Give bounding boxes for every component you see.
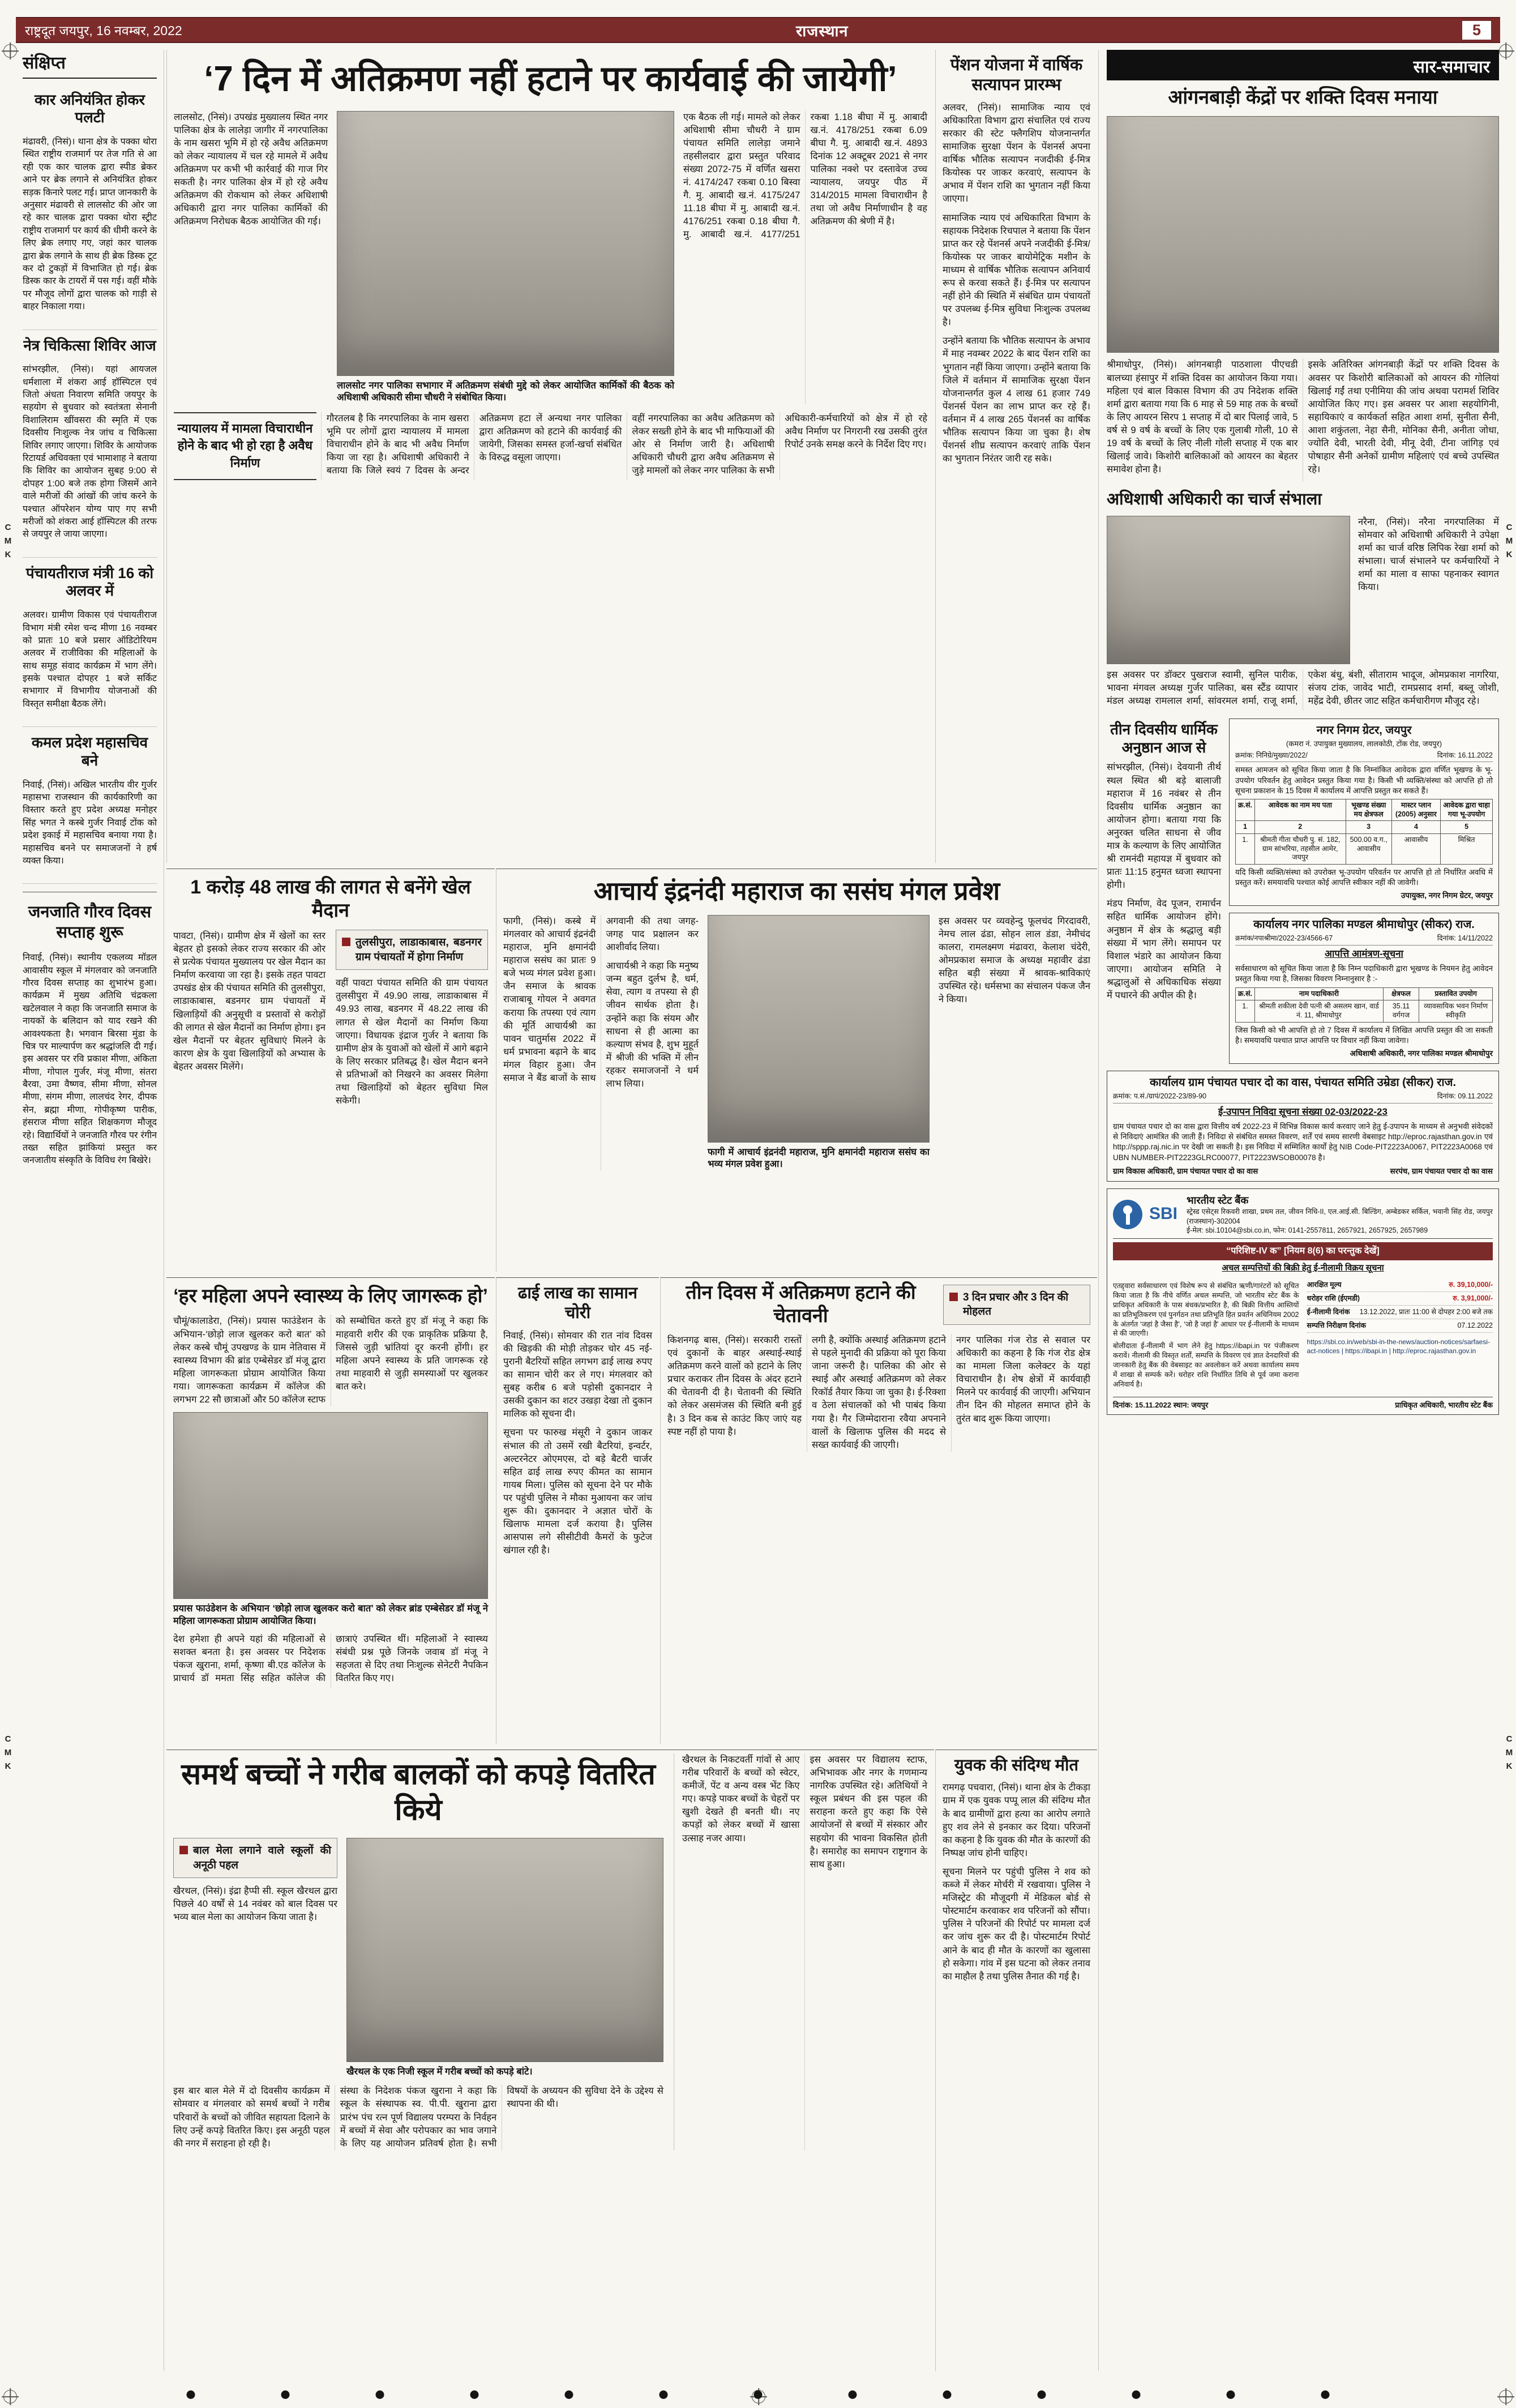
anganwadi-article xyxy=(1107,86,1499,482)
brief-title: कमल प्रदेश महासचिव बने xyxy=(31,734,148,769)
samarth-bottom xyxy=(173,2085,663,2150)
perforation-dots xyxy=(187,2390,1330,2399)
notice-title: नगर निगम ग्रेटर, जयपुर xyxy=(1316,724,1412,737)
brief-item xyxy=(23,727,157,884)
chetavani-header xyxy=(667,1281,1090,1328)
pension-body xyxy=(943,101,1090,466)
square-bullet-icon xyxy=(179,1846,188,1854)
notice-date: दिनांक: 09.11.2022 xyxy=(1437,1092,1493,1101)
notice-subtitle: (कमरा नं. उपायुक्त मुख्यालय, लालकोठी, टोंक रोड, जयपुर) xyxy=(1286,739,1442,748)
brief-title: कार अनियंत्रित होकर पलटी xyxy=(35,91,145,126)
notice-signature: उपायुक्त, नगर निगम ग्रेटर, जयपुर xyxy=(1401,891,1493,900)
mahila-caption: प्रयास फाउंडेशन के अभियान ‘छोड़ो लाज खुलकर करो बात’ को लेकर ब्रांड एम्बेसेडर डॉ मंजू ने महिला जागरूकता प्रोग्राम आयोजित किया। xyxy=(173,1603,488,1626)
table-cell: 2 xyxy=(1255,821,1346,834)
sbi-text-column xyxy=(1113,1278,1299,1392)
right-split xyxy=(1107,718,1499,1064)
paragraph: गौरतलब है कि नगरपालिका के नाम खसरा भूमि पर लोगों द्वारा न्यायालय में मामला विचाराधीन होने के बाद भी अवैध निर्माण किया जा रहा है। अधिशाषी अधिकारी ने बताया कि जिले स्वयं 7 दिवस के अन्दर अतिक्रमण हटा लें अन्यथा नगर पालिका द्वारा अतिक्रमण को हटाने की कार्यवाई की जायेगी, जिसका समस्त हर्जा-खर्चा संबंधित के विरुद्ध वसूला जाएगा। xyxy=(326,413,622,476)
paragraph: इस अवसर पर डॉक्टर पुखराज स्वामी, सुनिल पारीक, भावना मंगवल अध्यक्ष गुर्जर पालिका, बस स्टैंड व्यापार मंडल अध्यक्ष रामलाल शर्मा, सांवरमल शर्मा, राजू शर्मा, एकेश बंधु, बंशी, सीताराम भादूज, ओमप्रकाश नागरिया, संजय टांक, जावेद भाटी, रामप्रसाद शर्मा, बब्लू जोशी, महेंद्र देवी, छीतर जाट सहित कर्मचारीगण मौजूद रहे। xyxy=(1107,669,1499,706)
notice-ref-row xyxy=(1113,1092,1493,1104)
table-header-cell: क्र.सं. xyxy=(1236,987,1255,1000)
subhead-text: बाल मेला लगाने वाले स्कूलों की अनूठी पहल xyxy=(193,1844,331,1871)
notice-title: कार्यालय ग्राम पंचायत पचार दो का वास, पंचायत समिति उम्रेडा (सीकर) राज. xyxy=(1150,1076,1456,1089)
table-cell: श्रीमती शकीला देवी पत्नी श्री असलम खान, वार्ड नं. 11, श्रीमाधोपुर xyxy=(1255,1000,1384,1022)
notice-heading: आपत्ति आमंत्रण-सूचना xyxy=(1325,948,1403,960)
nagar-nigam-notice xyxy=(1229,718,1499,906)
mahila-article xyxy=(166,1277,495,1744)
briefs-header: संक्षिप्त xyxy=(23,53,157,79)
chori-article xyxy=(496,1277,659,1744)
acharya-article xyxy=(496,869,1097,1272)
paragraph: खैरथल के निकटवर्ती गांवों से आए गरीब परिवारों के बच्चों को स्वेटर, कमीजें, पेंट व अन्य वस्त्र भेंट किए गए। कपड़े पाकर बच्चों के चेहरों पर खुशी देखते ही बनती थी। नए कपड़ों को लेकर बच्चों में खासा उत्साह नजर आया। xyxy=(682,1755,800,1844)
paragraph: खैरथल, (निसं)। इंद्रा हैप्पी सी. स्कूल खैरथल द्वारा पिछले 40 वर्षों से 14 नवंबर को बाल दिवस पर भव्य बाल मेला का आयोजन किया जाता है। xyxy=(173,1886,337,1923)
footer-signature: प्राधिकृत अधिकारी, भारतीय स्टेट बैंक xyxy=(1395,1400,1493,1409)
table-cell: श्रीमती गीता चौधरी पु. सं. 182, ग्राम सांभरिया, तहसील आमेर, जयपुर xyxy=(1255,833,1346,864)
sbi-details-column xyxy=(1307,1278,1493,1392)
brief-item xyxy=(23,84,157,330)
registration-mark xyxy=(3,2390,17,2403)
auction-body: बोलीदाता ई-नीलामी में भाग लेने हेतु https://ibapi.in पर पंजीकरण करावें। नीलामी की विस्तृत शर्तों, सम्पत्ति के विवरण एवं ज्ञात देनदारियों की जानकारी हेतु बैंक की वेबसाइट का अवलोकन करें अथवा कार्यालय समय में शाखा से सम्पर्क करें। धरोहर राशि निर्धारित तिथि से पूर्व जमा कराना अनिवार्य है। xyxy=(1113,1342,1299,1388)
paragraph: फागी, (निसं)। कस्बे में मंगलवार को आचार्य इंद्रनंदी महाराज, मुनि क्षमानंदी महाराज ससंघ का प्रातः 9 बजे भव्य मंगल प्रवेश हुआ। जैन समाज के श्रावक राजाबाबू गोयल ने अवगत कराया कि तपस्या एवं त्याग की मूर्ति आचार्यश्री का पावन चातुर्मास 2022 में धर्म प्रभावना बढ़ाने के बाद मंगल विहार हुआ। जैन समाज ने बैंड बाजों के साथ अगवानी की तथा जगह-जगह पाद प्रक्षालन कर आशीर्वाद लिया। xyxy=(503,916,699,1084)
pension-title: पेंशन योजना में वार्षिक सत्यापन प्रारम्भ xyxy=(950,56,1083,95)
cmk-print-mark: C M K xyxy=(1505,1734,1513,1771)
branch-contact: ई-मेल: sbi.10104@sbi.co.in, फोन: 0141-2557811, 2657921, 2657925, 2657989 xyxy=(1187,1226,1428,1234)
charge-body-side xyxy=(1358,516,1499,664)
paragraph: वहीं नगरपालिका का अवैध अतिक्रमण को लेकर सख्ती होने के बाद भी माफियाओं की ओर से निर्माण जारी है। अधिशाषी अधिकारी चौधरी द्वारा अवैध अतिक्रमण से जुड़े मामलों को लेकर नगर पालिका के सभी अधिकारी-कर्मचारियों को क्षेत्र में हो रहे अवैध निर्माण पर निगरानी रख उसकी तुरंत रिपोर्ट उनके समक्ष करने के निर्देश दिए गए। xyxy=(632,413,927,476)
footer-date-place: दिनांक: 15.11.2022 स्थान: जयपुर xyxy=(1113,1400,1209,1409)
khel-body xyxy=(173,930,488,1113)
chetavani-article xyxy=(660,1277,1097,1744)
sbi-logo-text: SBI xyxy=(1149,1204,1178,1224)
anganwadi-title: आंगनबाड़ी केंद्रों पर शक्ति दिवस मनाया xyxy=(1168,87,1438,108)
table-header-cell: प्रस्तावित उपयोग xyxy=(1419,987,1493,1000)
detail-row xyxy=(1307,1292,1493,1306)
bank-name: भारतीय स्टेट बैंक xyxy=(1187,1195,1249,1207)
subhead-text: 3 दिन प्रचार और 3 दिन की मोहलत xyxy=(963,1291,1069,1318)
signature-right: सरपंच, ग्राम पंचायत पचार दो का वास xyxy=(1390,1166,1493,1175)
main-figure xyxy=(337,111,674,404)
chori-headline: ढाई लाख का सामान चोरी xyxy=(518,1284,637,1323)
paragraph: सामाजिक न्याय एवं अधिकारिता विभाग के सहायक निदेशक रिचपाल ने बताया कि पेंशन प्राप्त कर रहे पेंशनर्स अपने नजदीकी ई-मित्र/कियोस्क पर जाकर बायोमेट्रिक मशीन के माध्यम से वार्षिक भौतिक सत्यापन अनिवार्य रूप से करवा सकते हैं। ई-मित्र पर सत्यापन नहीं होने की स्थिति में संबंधित ग्राम पंचायतों पर उपलब्ध ई-मित्र सुविधा निःशुल्क उपलब्ध है। xyxy=(943,212,1090,328)
paragraph: संस्था के निदेशक पंकज खुराना ने कहा कि स्कूल के संस्थापक स्व. पी.पी. खुराना द्वारा प्रारंभ पंच रत्न पूर्ण विद्यालय परम्परा के निर्वहन में बच्चों में सेवा और परोपकार का भाव जगाने के लिए यह आयोजन प्रतिवर्ष होता है। सभी विषयों के अध्ययन की सुविधा देने के उद्देश्य से स्थापना की थी। xyxy=(340,2086,663,2149)
table-header-cell: क्षेत्रफल xyxy=(1383,987,1419,1000)
samarth-photo xyxy=(346,1838,663,2062)
anushthan-title: तीन दिवसीय धार्मिक अनुष्ठान आज से xyxy=(1110,720,1218,756)
paragraph: निवाई, (निसं)। सोमवार की रात नांव दिवस की खिड़की की मोड़ी तोड़कर चोर 45 नई-पुरानी बैटरियों सहित लगभग ढाई लाख रुपए का सामान चोरी कर ले गए। मंगलवार को सुबह करीब 6 बजे पड़ोसी दुकानदार ने उसकी दुकान का शटर उखड़ा देखा तो दुकान मालिक को सूचना दी। xyxy=(503,1330,652,1419)
gram-panchayat-tender xyxy=(1107,1071,1499,1182)
registration-mark xyxy=(3,44,17,58)
briefs-column xyxy=(16,50,164,2371)
detail-value: रु. 39,10,000/- xyxy=(1449,1281,1493,1289)
yuvak-headline: युवक की संदिग्ध मौत xyxy=(954,1756,1079,1774)
main-body-bottom xyxy=(174,412,927,480)
sbi-bank-info xyxy=(1187,1194,1493,1235)
table-cell: मिश्रित xyxy=(1441,833,1493,864)
samarth-subhead xyxy=(173,1838,337,1878)
tender-signatures xyxy=(1113,1166,1493,1177)
branch-address: स्ट्रेस्ड एसेट्स रिकवरी शाखा, प्रथम तल, जीवन निधि-II, एल.आई.सी. बिल्डिंग, अम्बेडकर सर्किल, भवानी सिंह रोड, जयपुर (राजस्थान)-302004 xyxy=(1187,1208,1493,1225)
square-bullet-icon xyxy=(342,938,350,946)
brief-body: निवाई, (निसं)। अखिल भारतीय वीर गुर्जर महासभा राजस्थान की कार्यकारिणी का विस्तार करते हुए प्रदेश अध्यक्ष मनोहर सिंह भगत ने कस्बे गुर्जर निवाई टोंक को प्रदेश इकाई में महासचिव बनाया गया है। महासचिव बनने पर समाजजनों ने हर्ष व्यक्त किया। xyxy=(23,780,157,866)
charge-row xyxy=(1107,516,1499,664)
table-cell: आवासीय xyxy=(1391,833,1440,864)
tender-body: ग्राम पंचायत पचार दो का वास द्वारा वित्तीय वर्ष 2022-23 में विभिन्न विकास कार्य करवाए जाने हेतु ई-उपापन के माध्यम से अनुभवी संवेदकों से निविदाएं आमंत्रित की जाती हैं। निविदा से संबंधित समस्त विवरण, शर्तें एवं समय सारणी वेबसाइट http://eproc.rajasthan.gov.in एवं http://sppp.raj.nic.in पर देखी जा सकती है। इस निविदा में सम्मिलित कार्यों हेतु NIB Code-PIT2223A0067, PIT2223A0068 एवं UBN NUMBER-PIT2223GLRC00077, PIT2223WSOB00078 है। xyxy=(1113,1122,1493,1162)
sbi-header xyxy=(1113,1194,1493,1239)
meeting-photo xyxy=(337,111,674,376)
detail-row xyxy=(1307,1278,1493,1292)
tribal-body: निवाई, (निसं)। स्थानीय एकलव्य मॉडल आवासीय स्कूल में मंगलवार को जनजाति गौरव दिवस सप्ताह का शुभारंभ हुआ। कार्यक्रम में मुख्य अतिथि चंद्रकला खटेलवाल ने कहा कि जनजाति समाज के नायकों के बलिदान को याद रखने की आवश्यकता है। भगवान बिरसा मुंडा के चित्र पर माल्यार्पण कर श्रद्धांजलि दी गई। इस अवसर पर रवि प्रकाश मीणा, अंकिता मीणा, गोपाल गुर्जर, मंजू मीणा, संतरा बैरवा, उमा वैष्णव, सीमा मीणा, सोनल मीणा, संगम मीणा, लालचंद रेगर, दीपक सेन, ब्रह्मा मीणा, गोपीकृष्ण पारीक, हंसराज मीणा सहित शिक्षकगण मौजूद रहे। विद्यार्थियों ने जनजाति गौरव पर रंगीन तख्त सहित झांकियां प्रस्तुत कर जनजातीय संस्कृति के विविध रंग बिखेरे। xyxy=(23,953,157,1166)
detail-label: धरोहर राशि (ईएमडी) xyxy=(1307,1294,1360,1302)
mahila-body-bottom xyxy=(173,1633,488,1688)
detail-value: रु. 3,91,000/- xyxy=(1453,1294,1493,1302)
brief-item xyxy=(23,558,157,728)
right-section xyxy=(1098,50,1501,2371)
table-header-cell: भूखण्ड संख्या मय क्षेत्रफल xyxy=(1346,799,1391,821)
paragraph: आचार्यश्री ने कहा कि मनुष्य जन्म बहुत दुर्लभ है, धर्म, सेवा, त्याग व तपस्या से ही जीवन सार्थक होता है। उन्होंने कहा कि संयम और साधना से ही आत्मा का कल्याण संभव है, शुभ मुहूर्त में श्रीजी की भक्ति में लीन रहकर समाजजनों ने धर्म लाभ लिया। xyxy=(606,961,699,1089)
detail-row xyxy=(1307,1306,1493,1319)
mahila-headline: ‘हर महिला अपने स्वास्थ्य के लिए जागरूक हो’ xyxy=(173,1285,488,1307)
sbi-auction-notice xyxy=(1107,1188,1499,1415)
square-bullet-icon xyxy=(949,1293,958,1301)
paragraph: पावटा, (निसं)। ग्रामीण क्षेत्र में खेलों का स्तर बेहतर हो इसको लेकर राज्य सरकार की ओर से प्रत्येक पंचायत मुख्यालय पर खेल मैदान का निर्माण करवाया जा रहा है। इसके तहत पावटा उपखंड क्षेत्र की पंचायत समिति की तुलसीपुरा, लाडाकाबास, बडनगर ग्राम पंचायतों में खिलाड़ियों की अनुसूची व प्रस्तावों से करोड़ों की लागत से खेल मैदानों का निर्माण होगा। इन खेल मैदानों पर बेहतर सुविधाएं मिलने के कारण क्षेत्र के युवा खिलाड़ियों को अभ्यास के बेहतर अवसर मिलेंगे। xyxy=(173,930,326,1072)
table-cell: व्यावसायिक भवन निर्माण स्वीकृति xyxy=(1419,1000,1493,1022)
subhead-text: तुलसीपुरा, लाडाकाबास, बडनगर ग्राम पंचायतों में होगा निर्माण xyxy=(356,936,482,963)
table-header-cell: नाम पदाधिकारी xyxy=(1255,987,1384,1000)
table-cell: 500.00 व.ग., आवासीय xyxy=(1346,833,1391,864)
paragraph: इस अवसर पर व्यवहेन्दु फूलचंद गिरदावरी, नेमच लाल ढंडा, सोहन लाल डंडा, नेमीचंद कालरा, रामलक्ष्मण मंढावरा, केलाश चंदेरी, ओमप्रकाश समाज के अध्यक्ष महावीर ढंडा सहित बड़ी संख्या में श्रावक-श्राविकाएं उपस्थित रहे। धर्मसभा का संचालन पंकज जैन ने किया। xyxy=(939,916,1090,1005)
saar-samachar-header: सार-समाचार xyxy=(1107,50,1499,80)
notice-note: जिस किसी को भी आपत्ति हो तो 7 दिवस में कार्यालय में लिखित आपत्ति प्रस्तुत की जा सकती है। समयावधि पश्चात प्राप्त आपत्ति पर विचार नहीं किया जावेगा। xyxy=(1235,1025,1493,1045)
table-header-cell: आवेदक का नाम मय पता xyxy=(1255,799,1346,821)
pension-article xyxy=(935,50,1097,863)
registration-mark xyxy=(1499,2390,1513,2403)
paragraph: नगर पालिका गंज रोड से सवाल पर अधिकारी का कहना है कि गंज रोड क्षेत्र का मामला जिला कलेक्टर के यहां विचाराधीन है। शेष क्षेत्रों में कार्यवाही मिलने पर कार्यवाई की जाएगी। अभियान तीन दिन की मोहलत समाप्त होने के तुरंत बाद शुरू किया जाएगा। xyxy=(956,1335,1090,1424)
page-number: 5 xyxy=(1462,21,1491,40)
tribal-article xyxy=(23,892,157,1183)
anganwadi-body xyxy=(1107,358,1499,482)
cmk-print-mark: C M K xyxy=(4,523,12,559)
sbi-logo-icon xyxy=(1113,1200,1142,1229)
acharya-photo xyxy=(708,915,930,1143)
acharya-body xyxy=(503,915,1090,1171)
chetavani-subhead xyxy=(943,1285,1090,1325)
acharya-headline: आचार्य इंद्रनंदी महाराज का ससंघ मंगल प्रवेश xyxy=(593,876,1000,905)
samarth-figure xyxy=(346,1838,663,2078)
main-article xyxy=(166,50,934,863)
brief-item xyxy=(23,330,157,558)
auction-links: https://sbi.co.in/web/sbi-in-the-news/auction-notices/sarfaesi-act-notices | https://ibapi.in | http://eproc.rajasthan.gov.in xyxy=(1307,1337,1490,1355)
brief-body: सांभरझील, (निसं)। यहां आयजल धर्मशाला में शंकरा आई हॉस्पिटल एवं जितो अंधता निवारण समिति जयपुर के सहयोग से बुधवार को स्वतंत्रता सेनानी विशालिराम खींवसरा की स्मृति में एक दिवसीय निःशुल्क नेत्र जांच व चिकित्सा शिविर लगाए जाएगा। शिविर के आयोजक रिटायर्ड अधिवक्ता एवं भामाशाह ने बताया कि शिविर का आयोजन सुबह 9:00 से दोपहर 1:00 बजे तक होगा जिसमें आने वाले मरीजों की आंखों की जांच करने के पश्चात ऑपरेशन योग्य पाए गए सभी मरीजों को शंकरा आई हॉस्पिटल की तरफ से जयपुर ले जाया जाएगा। xyxy=(23,365,157,540)
notice-date: दिनांक: 14/11/2022 xyxy=(1437,934,1493,943)
yuvak-body xyxy=(943,1781,1090,1983)
detail-label: आरक्षित मूल्य xyxy=(1307,1281,1342,1289)
mahila-photo xyxy=(173,1412,488,1599)
paragraph: वहीं पावटा पंचायत समिति की ग्राम पंचायत तुलसीपुरा में 49.90 लाख, लाडाकाबास में 49.93 लाख, बडनगर में 48.22 लाख की लागत से खेल मैदानों का निर्माण किया जाएगा। विधायक इंद्राज गुर्जर ने बताया कि ग्रामीण क्षेत्र के युवाओं को खेलों में आगे बढ़ाने के लिए सरकार प्रतिबद्ध है। खेल मैदान बनने से प्रतिभाओं को निखरने का अवसर मिलेगा तथा खिलाड़ियों को बेहतर सुविधा मिल सकेगी। xyxy=(336,978,488,1106)
anganwadi-photo xyxy=(1107,116,1499,353)
notice-title: कार्यालय नगर पालिका मण्डल श्रीमाधोपुर (सीकर) राज. xyxy=(1253,918,1475,931)
notice-date: दिनांक: 16.11.2022 xyxy=(1437,751,1493,759)
notice-signature: अधिशाषी अधिकारी, नगर पालिका मण्डल श्रीमाधोपुर xyxy=(1350,1049,1493,1058)
tender-heading: ई-उपापन निविदा सूचना संख्या 02-03/2022-23 xyxy=(1218,1106,1387,1118)
acharya-col-left xyxy=(503,915,699,1171)
sbi-footer xyxy=(1113,1397,1493,1410)
table-header-cell: आवेदक द्वारा चाहा गया भू-उपयोग xyxy=(1441,799,1493,821)
cmk-print-mark: C M K xyxy=(4,1734,12,1771)
main-article-top xyxy=(174,111,927,404)
paragraph: सूचना मिलने पर पहुंची पुलिस ने शव को कब्जे में लेकर मोर्चरी में रखवाया। पुलिस ने मजिस्ट्रेट की मौजूदगी में मेडिकल बोर्ड से पोस्टमार्टम करवाकर शव परिजनों को सौंपा। पुलिस ने परिजनों की रिपोर्ट पर मामला दर्ज कर जांच शुरू कर दी है। पोस्टमार्टम रिपोर्ट आने के बाद ही मौत के कारणों का खुलासा हो सकेगा। गांव में इस घटना को लेकर तनाव का माहौल है तथा पुलिस तैनात की गई है। xyxy=(943,1866,1090,1982)
notice-ref: क्रमांक: निनिग्रे/मुख्या/2022/ xyxy=(1235,751,1308,759)
samarth-right xyxy=(674,1753,927,2150)
paragraph: चौमूं/कालाडेरा, (निसं)। प्रयास फाउंडेशन के अभियान-‘छोड़ो लाज खुलकर करो बात’ को लेकर कस्बे चौमूं उपखण्ड के ग्राम नेतिवास में स्वास्थ्य विभाग की ब्रांड एम्बेसेडर डॉ मंजू द्वारा महिला जागरूकता प्रोग्राम आयोजित किया गया। जागरूकता कार्यक्रम में कॉलेज की लगभग 22 सौ छात्राओं और 50 कॉलेज स्टाफ को सम्बोधित करते हुए डॉ मंजू ने कहा कि माहवारी शरीर की एक प्राकृतिक प्रक्रिया है, जिससे जुड़ी भ्रांतियां दूर करनी होंगी। हर महिला अपने स्वास्थ्य के प्रति जागरूक रहे तथा माहवारी से जुड़ी समस्याओं पर खुलकर बात करे। xyxy=(173,1316,488,1405)
appendix-banner: “परिशिष्ट-IV क” [नियम 8(6) का परन्तुक देखें] xyxy=(1113,1242,1493,1260)
signature-left: ग्राम विकास अधिकारी, ग्राम पंचायत पचार दो का वास xyxy=(1113,1166,1258,1175)
paragraph: देश हमेशा ही अपने यहां की महिलाओं से सशक्त बनता है। इस अवसर पर निदेशक पंकज खुराना, शर्मा, कृष्णा बी.एड कॉलेज के प्राचार्य डॉ ममता सिंह सहित कॉलेज की छात्राएं उपस्थित थीं। महिलाओं ने स्वास्थ्य संबंधी प्रश्न पूछे जिनके जवाब डॉ मंजू ने सहजता से दिए तथा निःशुल्क सेनेटरी नैपकिन वितरित किए गए। xyxy=(173,1634,488,1684)
notice-ads-stack xyxy=(1229,718,1499,1064)
samarth-headline: समर्थ बच्चों ने गरीब बालकों को कपड़े वितरित किये xyxy=(181,1758,656,1827)
main-body-left xyxy=(174,111,328,404)
main-headline: ‘7 दिन में अतिक्रमण नहीं हटाने पर कार्यवाई की जायेगी’ xyxy=(204,59,897,99)
table-cell: 35.11 वर्गगज xyxy=(1383,1000,1419,1022)
shrimadhopur-notice xyxy=(1229,913,1499,1064)
paragraph: लगी है, क्योंकि अस्थाई अतिक्रमण हटाने से पहले मुनादी की प्रक्रिया को पूरा किया जाना जरूरी है। पालिका की ओर से स्थाई और अस्थाई अतिक्रमण को लेकर रिकॉर्ड तैयार किया जा चुका है। ई-रिक्शा व ठेला संचालकों को भी पाबंद किया गया है। गैर जिम्मेदाराना रवैया अपनाने वालों के खिलाफ पुलिस की मदद से सख्त कार्यवाई की जाएगी। xyxy=(812,1335,946,1450)
detail-label: ई-नीलामी दिनांक xyxy=(1307,1307,1350,1316)
brief-body: मंढावरी, (निसं)। थाना क्षेत्र के पक्का थोरा स्थित राष्ट्रीय राजमार्ग पर तेज गति से आ रही एक कार चालक द्वारा स्पीड ब्रेकर आने पर ब्रेक लगाने से अनियंत्रित होकर सड़क किनारे पलट गई। प्राप्त जानकारी के अनुसार मंढावरी से लालसोट की ओर जा रहे कार चालक द्वारा पक्का थोरा स्ट्रीट राष्ट्रीय राजमार्ग पर कार्य की धीमी करने के लिए ब्रेक लगाए गए, जहां कार चालक द्वारा ब्रेक लगाने के साथ ही ब्रेक डिस्क टूट कर दो टुकड़ों में विभाजित हो गई। ब्रेक डिस्क कार के टायरों में पस गई। वहीं मौके पर मौजूद लोगों द्वारा चालक को गाड़ी से बाहर निकाला गया। xyxy=(23,137,157,312)
chori-body xyxy=(503,1329,652,1558)
paragraph: मंडप निर्माण, वेद पूजन, रामार्चन सहित धार्मिक आयोजन होंगे। अनुष्ठान में क्षेत्र के श्रद्धालु बड़ी संख्या में भाग लेंगे। समापन पर विशाल भंडारे का आयोजन किया जाएगा। आयोजन समिति ने श्रद्धालुओं से अधिकाधिक संख्या में पधारने की अपील की है। xyxy=(1107,899,1221,1000)
notice-ref-row xyxy=(1235,934,1493,946)
paragraph: सांभरझील, (निसं)। देवयानी तीर्थ स्थल स्थित श्री बड़े बालाजी महाराज में 16 नवंबर से तीन दिवसीय धार्मिक अनुष्ठान का आयोजन होगा। बताया गया कि अनुरक्त चलित साधना से जीव मात्र के कल्याण के लिए आयोजित श्री रामनंदी महायज्ञ में बुधवार को प्रातः 11:15 हनुमत ध्वजा स्थापना होगी। xyxy=(1107,762,1221,891)
sbi-columns xyxy=(1113,1278,1493,1392)
paragraph: नरैना, (निसं)। नरैना नगरपालिका में सोमवार को अधिशाषी अधिकारी ने उपेक्षा शर्मा का चार्ज वरिष्ठ लिपिक रेखा शर्मा को संभाला। चार्ज संभालने पर कर्मचारियों ने शर्मा का माला व साफा पहनाकर स्वागत किया। xyxy=(1358,516,1499,593)
notice-intro: समस्त आमजन को सूचित किया जाता है कि निम्नांकित आवेदक द्वारा वर्णित भूखण्ड के भू-उपयोग परिवर्तन हेतु आवेदन प्रस्तुत किया गया है। किसी भी व्यक्ति/संस्था को आपत्ति हो तो सूचना प्रकाशन के 15 दिवस में कार्यालय में आपत्ति प्रस्तुत कर सकते हैं। xyxy=(1235,765,1493,795)
table-cell: 1. xyxy=(1236,833,1255,864)
notice-ref-row xyxy=(1235,751,1493,763)
samarth-grid xyxy=(173,1753,927,2150)
main-body-right xyxy=(683,111,927,404)
table-cell: 1 xyxy=(1236,821,1255,834)
notice-ref: क्रमांक: प.सं./ग्रापं/2022-23/89-90 xyxy=(1113,1092,1207,1101)
paragraph: उन्होंने बताया कि भौतिक सत्यापन के अभाव में माह नवम्बर 2022 के बाद पेंशन राशि का भुगतान नहीं किया जाएगा। उन्होंने बताया कि जिले में वर्तमान में सामाजिक सुरक्षा पेंशन योजनान्तर्गत कुल 4 लाख 61 हजार 749 पेंशनर्स पेंशन का लाभ प्राप्त कर रहे हैं। वर्तमान में 4 लाख 265 पेंशनर्स का वार्षिक भौतिक सत्यापन किया जा चुका है। शेष पेंशनर्स शीघ्र सत्यापन करवाएं ताकि पेंशन का भुगतान निरंतर जारी रह सके। xyxy=(943,336,1090,464)
table-header-cell: मास्टर प्लान (2005) अनुसार xyxy=(1391,799,1440,821)
table-cell: 4 xyxy=(1391,821,1440,834)
paragraph: इस अवसर पर विद्यालय स्टाफ, अभिभावक और नगर के गणमान्य नागरिक उपस्थित रहे। अतिथियों ने स्कूल प्रबंधन की इस पहल की सराहना करते हुए कहा कि ऐसे आयोजनों से बच्चों में संस्कार और सहयोग की भावना विकसित होती है। समारोह का समापन राष्ट्रगान के साथ हुआ। xyxy=(810,1755,927,1870)
mahila-body-top xyxy=(173,1315,488,1406)
paragraph: एक बैठक ली गई। मामले को लेकर अधिशाषी सीमा चौधरी ने ग्राम पंचायत समिति लालेड़ा जमाने तहसीलदार द्वारा प्रस्तुत परिवाद संख्या 2072-75 में वर्णित खसरा नं. 4174/247 रकबा 0.10 बिस्वा गै. मु. आबादी ख.नं. 4175/247 11.18 बीघा में मु. आबादी ख.नं. 4176/251 रकबा 0.18 बीघा गै. मु. आबादी ख.नं. 4177/251 रकबा 1.18 बीघा में मु. आबादी ख.नं. 4178/251 रकबा 6.09 बीघा गै. मु. आबादी ख.नं. 4893 दिनांक 12 अक्टूबर 2021 से नगर पालिका नक्शे पर दस्तावेज उच्च न्यायालय, जयपुर पीठ में 314/2015 मामला विचाराधीन है तथा जो अवैध निर्माणाधीन है वह अतिक्रमण की श्रेणी में है। xyxy=(683,112,927,240)
paragraph: लालसोट, (निसं)। उपखंड मुख्यालय स्थित नगर पालिका क्षेत्र के लालेड़ा जागीर में नगरपालिका के नाम खसरा भूमि में हो रहे अवैध अतिक्रमण को लेकर न्यायालय में चल रहे मामले में अवैध अतिक्रमण पर कभी भी कार्रवाई की गाज गिर सकती है। नगर पालिका क्षेत्र में हो रहे अवैध अतिक्रमण की रोकथाम को लेकर अधिशाषी अधिकारी द्वारा नगर पालिका कार्मिकों की अतिक्रमण निरोधक बैठक आयोजित की गई। xyxy=(174,112,328,227)
table-cell: 5 xyxy=(1441,821,1493,834)
samarth-mid xyxy=(173,1838,663,2078)
khel-subhead xyxy=(336,930,488,970)
acharya-figure xyxy=(708,915,930,1171)
notice-intro: सर्वसाधारण को सूचित किया जाता है कि निम्न पदाधिकारी द्वारा भूखण्ड के नियमन हेतु आवेदन प्रस्तुत किया गया है, जिसका विवरण निम्नानुसार है :- xyxy=(1235,964,1493,983)
main-photo-caption: लालसोट नगर पालिका सभागार में अतिक्रमण संबंधी मुद्दे को लेकर आयोजित कार्मिकों की बैठक को अधिशाषी अधिकारी सीमा चौधरी ने संबोधित किया। xyxy=(337,380,674,403)
khel-col-left xyxy=(173,930,326,1113)
region-title: राजस्थान xyxy=(796,22,849,40)
yuvak-article xyxy=(935,1750,1097,2371)
charge-title: अधिशाषी अधिकारी का चार्ज संभाला xyxy=(1107,490,1322,509)
edition-date: राष्ट्रदूत जयपुर, 16 नवम्बर, 2022 xyxy=(25,23,182,38)
charge-body xyxy=(1107,669,1499,711)
charge-photo xyxy=(1107,516,1350,664)
brief-title: नेत्र चिकित्सा शिविर आज xyxy=(23,336,156,354)
chetavani-headline: तीन दिवस में अतिक्रमण हटाने की चेतावनी xyxy=(686,1282,916,1327)
samarth-left xyxy=(173,1753,663,2150)
paragraph: रामगढ़ पचवारा, (निसं)। थाना क्षेत्र के टीकड़ा ग्राम में एक युवक पप्पू लाल की संदिग्ध मौत के बाद ग्रामीणों द्वारा हत्या का आरोप लगाते हुए शव लेने से इनकार कर दिया। परिजनों का कहना है कि युवक की मौत के कारणों की निष्पक्ष जांच होनी चाहिए। xyxy=(943,1782,1090,1858)
paragraph: इस बार बाल मेले में दो दिवसीय कार्यक्रम में सोमवार व मंगलवार को समर्थ बच्चों ने गरीब परिवारों के बच्चों को जीवित सहायता दिलाने के लिए उन्हें कपड़े वितरित किए। इस अनूठी पहल की नगर में सराहना हो रही है। xyxy=(173,2086,330,2149)
table-header-cell: क्र.सं. xyxy=(1236,799,1255,821)
main-subhead: न्यायालय में मामला विचाराधीन होने के बाद भी हो रहा है अवैध निर्माण xyxy=(174,412,316,480)
paragraph: सूचना पर फारुख मंसूरी ने दुकान जाकर संभाल की तो उसमें रखी बैटरियां, इन्वर्टर, अल्टरनेटर ओएमएस, दो बड़े बैटरी चार्जर सहित ढाई लाख रुपए कीमत का सामान गायब मिला। पुलिस को सूचना देने पर मौके पर पहुंची पुलिस ने मौका मुआयना कर जांच शुरू की। दुकानदार ने अज्ञात चोरों के खिलाफ मामला दर्ज कराया है। पुलिस आसपास लगे सीसीटीवी कैमरों के फुटेज खंगाल रही है। xyxy=(503,1427,652,1556)
mahila-figure xyxy=(173,1412,488,1627)
khel-headline: 1 करोड़ 48 लाख की लागत से बनेंगे खेल मैदान xyxy=(190,876,471,922)
detail-value: 13.12.2022, प्रातः 11:00 से दोपहर 2:00 बजे तक xyxy=(1359,1307,1493,1316)
samarth-col-a xyxy=(173,1838,337,2078)
paragraph: किशनगढ़ बास, (निसं)। सरकारी रास्तों एवं दुकानों के बाहर अस्थाई-स्थाई अतिक्रमण करने वालों को हटाने के लिए प्रचार कराकर तीन दिवस के अंदर हटाने की चेतावनी दी है। चेतावनी की स्थिति को लेकर असमंजस की स्थिति बनी हुई है। 3 दिन कब से काउंट किए जाएं यह स्पष्ट नहीं हो पाया है। xyxy=(667,1335,802,1437)
khel-col-right xyxy=(336,930,488,1113)
paragraph: इसके अतिरिक्त आंगनबाड़ी केंद्रों पर शक्ति दिवस के अवसर पर किशोरी बालिकाओं को आयरन की गोलियां खिलाई गईं तथा एनीमिया की जांच अथवा परामर्श शिविर आयोजित किए गए। इस अवसर पर आशा सहयोगिनी, सहायिकाएं व कार्यकर्ता सहित आशा शर्मा, सुनीता सैनी, आशा शकुंतला, नेहा सैनी, मोनिका सैनी, अनीता जोधा, ज्योति देवी, भारती देवी, मीनू देवी, टीना जांगिड़ एवं पोषाहार सैनी अनेकों ग्रामीण महिलाएं एवं बच्चे उपस्थित रहे। xyxy=(1308,360,1499,475)
cmk-print-mark: C M K xyxy=(1505,523,1513,559)
table-cell: 3 xyxy=(1346,821,1391,834)
auction-body: एतद्द्वारा सर्वसाधारण एवं विशेष रूप से संबंधित ऋणी/गारंटरों को सूचित किया जाता है कि नीचे वर्णित अचल सम्पत्ति, जो भारतीय स्टेट बैंक के प्राधिकृत अधिकारी के पास बंधक/प्रभारित है, की बिक्री वित्तीय आस्तियों का प्रतिभूतिकरण एवं पुनर्गठन तथा प्रतिभूति हित प्रवर्तन अधिनियम 2002 के अंतर्गत ‘जहां है जैसा है’, ‘जो है जहां है’ आधार पर ई-नीलामी के माध्यम से की जाएगी। xyxy=(1113,1282,1299,1338)
notice-ref: क्रमांक/नपाश्रीमा/2022-23/4566-67 xyxy=(1235,934,1333,943)
khel-article xyxy=(166,869,495,1272)
tribal-title: जनजाति गौरव दिवस सप्ताह शुरू xyxy=(28,903,152,942)
detail-label: सम्पत्ति निरीक्षण दिनांक xyxy=(1307,1321,1367,1329)
samarth-article xyxy=(166,1750,934,2371)
detail-value: 07.12.2022 xyxy=(1457,1321,1493,1329)
notice-table xyxy=(1235,799,1493,865)
brief-body: अलवर। ग्रामीण विकास एवं पंचायतीराज विभाग मंत्री रमेश चन्द मीणा 16 नवम्बर को प्रातः 10 बजे प्रसार ऑडिटोरियम अलवर में राजीविका की महिलाओं के साथ समूह संवाद कार्यक्रम में भाग लेंगे। इसके पश्चात दोपहर 1 बजे सर्किट सभागार में विभागीय योजनाओं की विस्तृत समीक्षा बैठक लेंगे। xyxy=(23,610,157,709)
detail-row xyxy=(1307,1319,1493,1333)
paragraph: श्रीमाधोपुर, (निसं)। आंगनबाड़ी पाठशाला पीएचडी बालच्या हंसापुर में शक्ति दिवस का आयोजन किया गया। महिला एवं बाल विकास विभाग की उप निदेशक शक्ति शर्मा द्वारा बताया गया कि 6 माह से 59 माह तक के बच्चों के लिए आयरन सिरप 1 सप्ताह में दो बार पिलाई जावे, 5 वर्ष से 9 वर्ष के बच्चों के लिए एक गुलाबी गोली, 10 से 19 वर्ष के बच्चों के लिए नीली गोली सप्ताह में एक बार खिलाई जावे। किशोरी बालिकाओं को आयरन का बेहतर समावेश होना है। xyxy=(1107,360,1298,475)
brief-title: पंचायतीराज मंत्री 16 को अलवर में xyxy=(25,564,154,600)
table-cell: 1. xyxy=(1236,1000,1255,1022)
samarth-caption: खैरथल के एक निजी स्कूल में गरीब बच्चों को कपड़े बांटे। xyxy=(346,2066,533,2077)
acharya-col-right xyxy=(939,915,1090,1171)
chetavani-body xyxy=(667,1334,1090,1452)
paragraph: अलवर, (निसं)। सामाजिक न्याय एवं अधिकारिता विभाग द्वारा संचालित एवं राज्य सरकार की स्टेट फ्लैगशिप योजनान्तर्गत सामाजिक सुरक्षा पेंशन के पेंशनर्स अपना वार्षिक भौतिक सत्यापन नजदीकी ई-मित्र कियोस्क पर जाकर करवाएं, सत्यापन के अभाव में पेंशन राशि का भुगतान नहीं किया जाएगा। xyxy=(943,102,1090,204)
notice-table xyxy=(1235,987,1493,1023)
auction-subtitle: अचल सम्पत्तियों की बिक्री हेतु ई-नीलामी विक्रय सूचना xyxy=(1222,1263,1384,1273)
anushthan-article xyxy=(1107,718,1221,1008)
charge-article xyxy=(1107,490,1499,711)
acharya-caption: फागी में आचार्य इंद्रनंदी महाराज, मुनि क्षमानंदी महाराज ससंघ का भव्य मंगल प्रवेश हुआ। xyxy=(708,1147,930,1170)
notice-note: यदि किसी व्यक्ति/संस्था को उपरोक्त भू-उपयोग परिवर्तन पर आपत्ति हो तो निर्धारित अवधि में प्रस्तुत करें। समयावधि पश्चात कोई आपत्ति स्वीकार नहीं की जावेगी। xyxy=(1235,867,1493,887)
masthead xyxy=(16,17,1500,43)
